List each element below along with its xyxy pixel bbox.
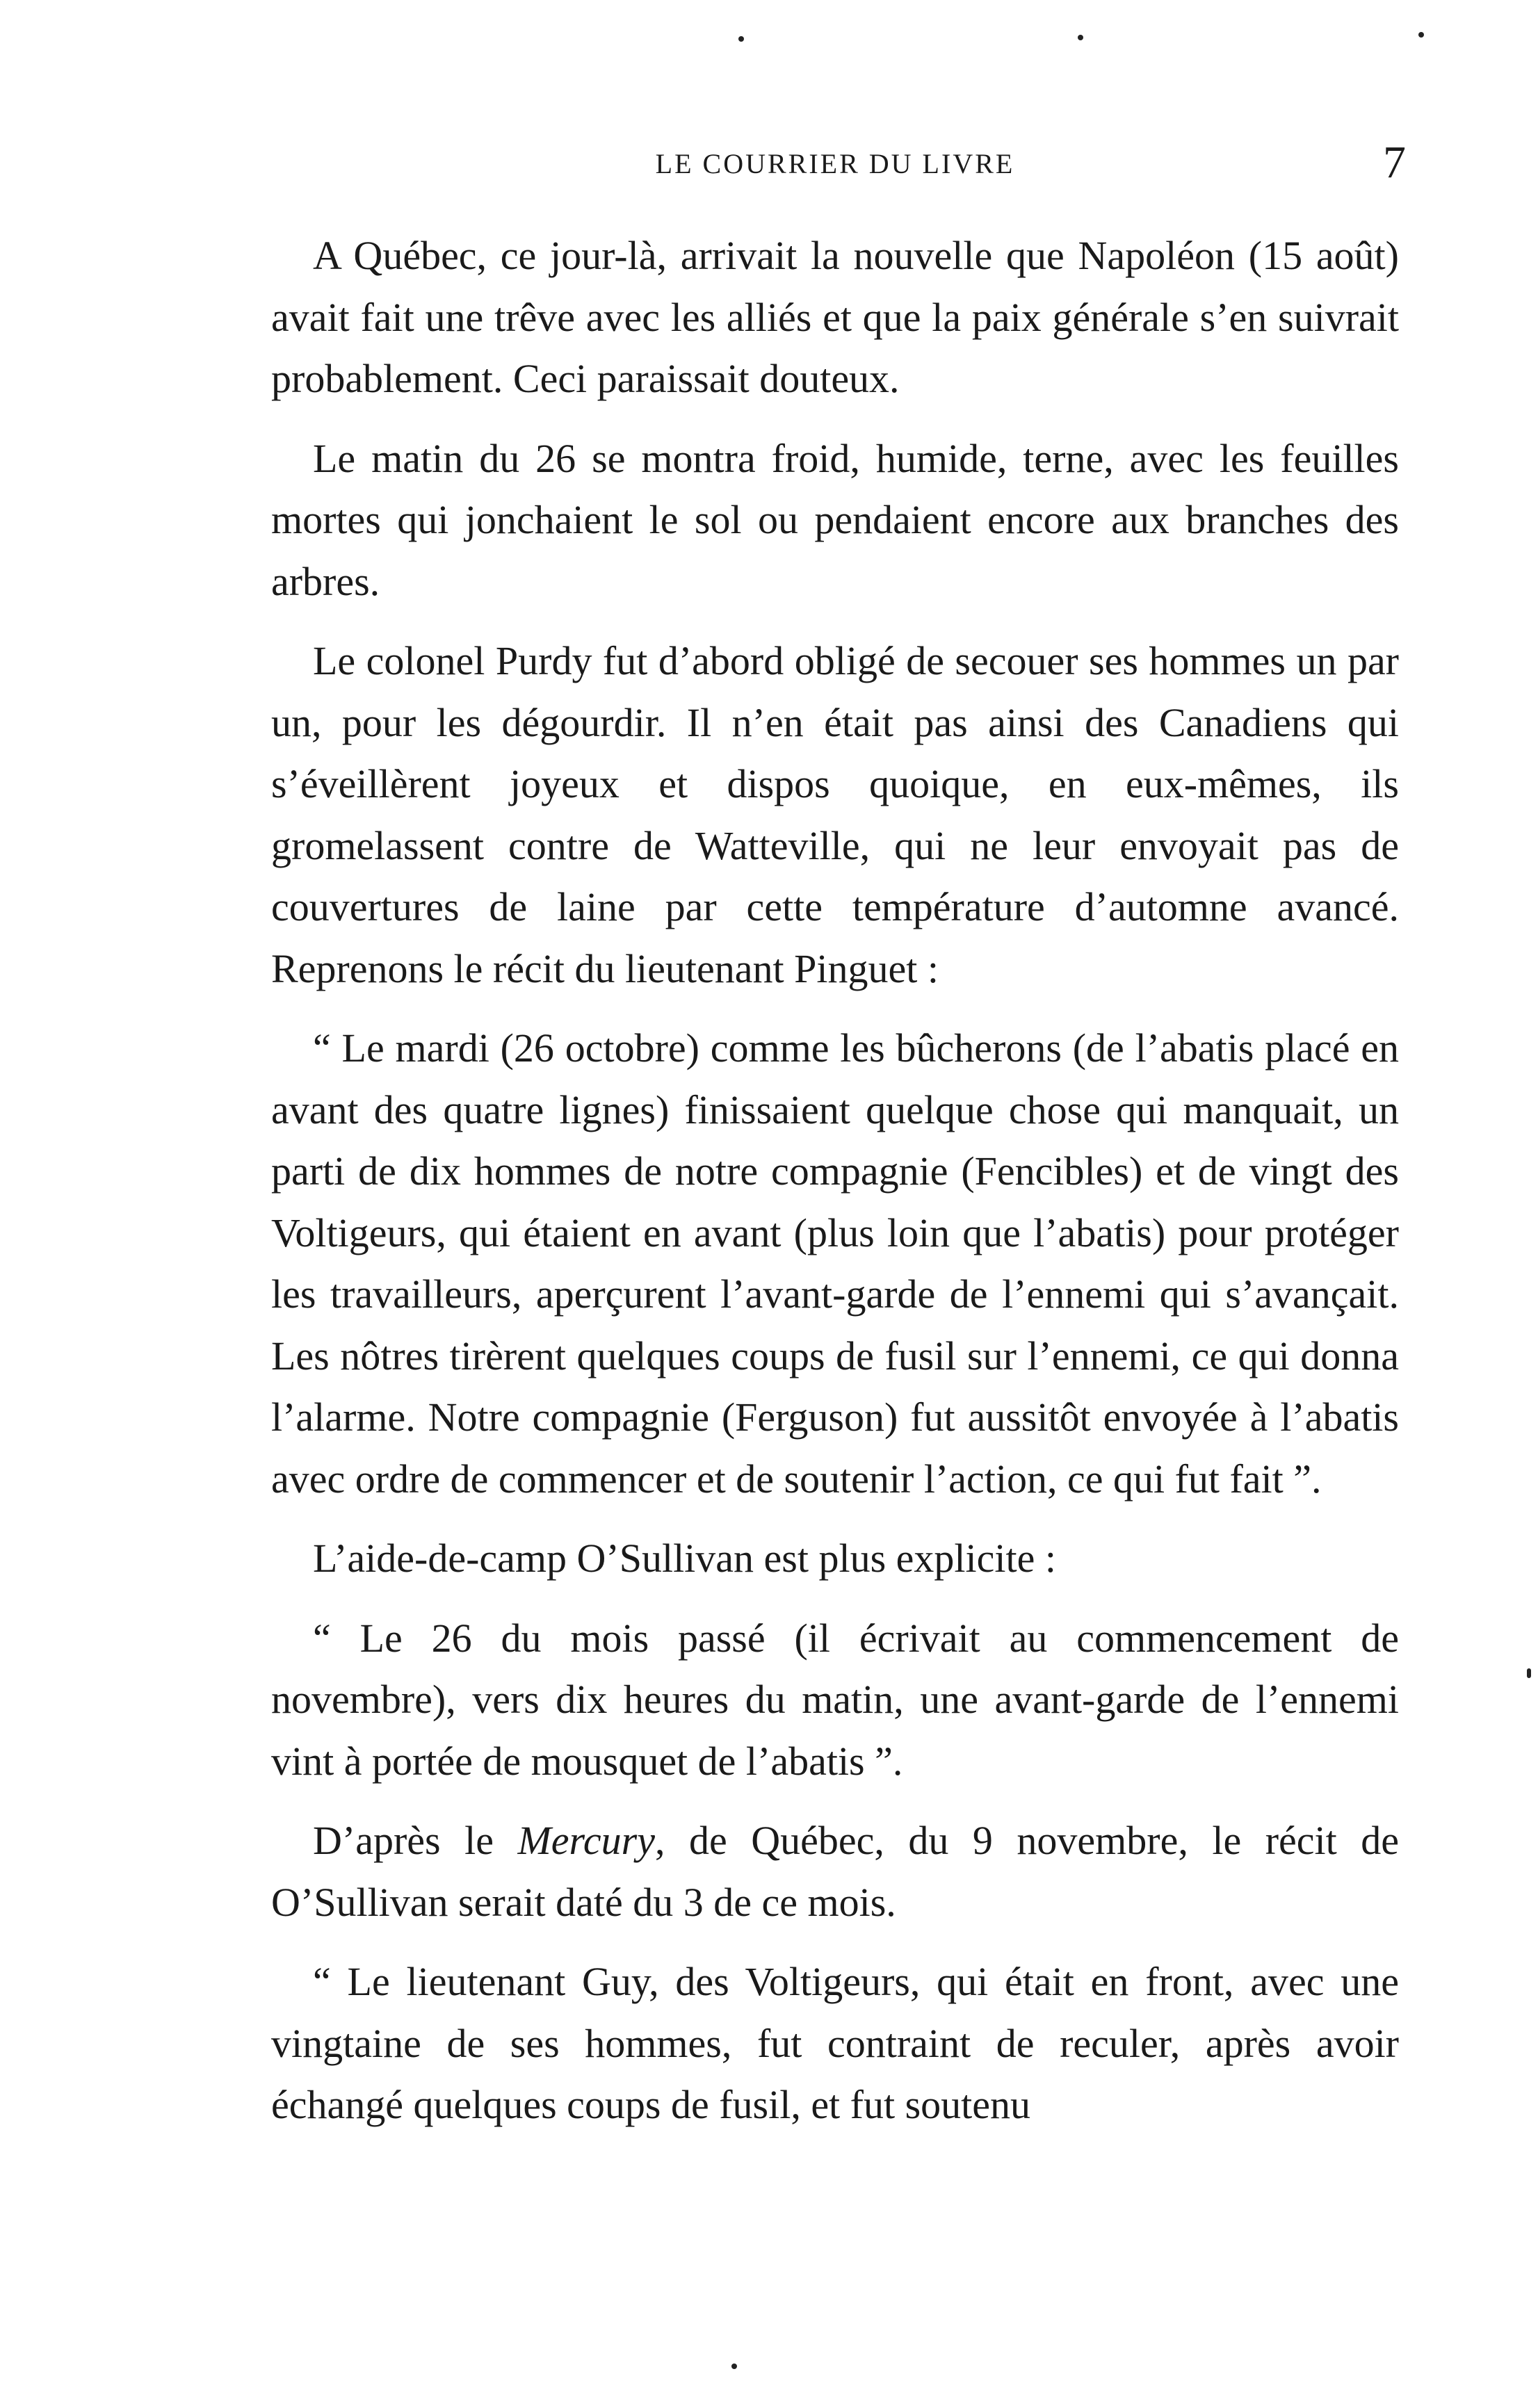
paragraph [271, 1810, 1399, 1933]
running-head [264, 137, 1406, 192]
page-number: 7 [1383, 137, 1406, 188]
paragraph-text: D’après le [313, 1818, 518, 1863]
paragraph-text: , de Québec, du 9 novembre, le récit de O’Sullivan serait daté du 3 de ce mois. [271, 1818, 1399, 1925]
quote-paragraph: “ Le 26 du mois passé (il écrivait au commencement de novembre), vers dix heures du matin, une avant-garde de l’ennemi vint à portée de mousquet de l’abatis ”. [271, 1615, 1399, 1784]
scan-speck [738, 36, 744, 42]
quote-paragraph: “ Le mardi (26 octobre) comme les bûcherons (de l’abatis placé en avant des quatre lignes) finissaient quelque chose qui manquait, un parti de dix hommes de notre compagnie (Fencibles) et de vingt des Voltigeurs, qui étaient en avant (plus loin que l’abatis) pour protéger les travailleurs, aperçurent l’avant-garde de l’ennemi qui s’avançait. Les nôtres tirèrent quelques coups de fusil sur l’ennemi, ce qui donna l’alarme. Notre compagnie (Ferguson) fut aussitôt envoyée à l’abatis avec ordre de commencer et de soutenir l’action, ce qui fut fait ”. [271, 1025, 1399, 1502]
scan-speck [731, 2364, 737, 2369]
scan-speck [1418, 32, 1424, 38]
scan-speck [1527, 1668, 1531, 1678]
paragraph: Le matin du 26 se montra froid, humide, terne, avec les feuilles mortes qui jonchaient le sol ou pendaient encore aux branches des arbres. [271, 435, 1399, 604]
body-text [271, 225, 1399, 2154]
running-title: LE COURRIER DU LIVRE [655, 148, 1015, 179]
newspaper-title: Mercury [517, 1818, 655, 1863]
scan-speck [1078, 35, 1083, 40]
paragraph: Le colonel Purdy fut d’abord obligé de secouer ses hommes un par un, pour les dégourdir. Il n’en était pas ainsi des Canadiens qui s’éveillèrent joyeux et dispos quoique, en eux-mêmes, ils gromelassent contre de Watteville, qui ne leur envoyait pas de couvertures de laine par cette température d’automne avancé. Reprenons le récit du lieutenant Pinguet : [271, 638, 1399, 991]
paragraph: L’aide-de-camp O’Sullivan est plus explicite : [313, 1536, 1056, 1581]
quote-paragraph: “ Le lieutenant Guy, des Voltigeurs, qui était en front, avec une vingtaine de ses hommes, fut contraint de reculer, après avoir échangé quelques coups de fusil, et fut soutenu [271, 1959, 1399, 2127]
paragraph: A Québec, ce jour-là, arrivait la nouvelle que Napoléon (15 août) avait fait une trêve avec les alliés et que la paix générale s’en suivrait probablement. Ceci paraissait douteux. [271, 233, 1399, 401]
